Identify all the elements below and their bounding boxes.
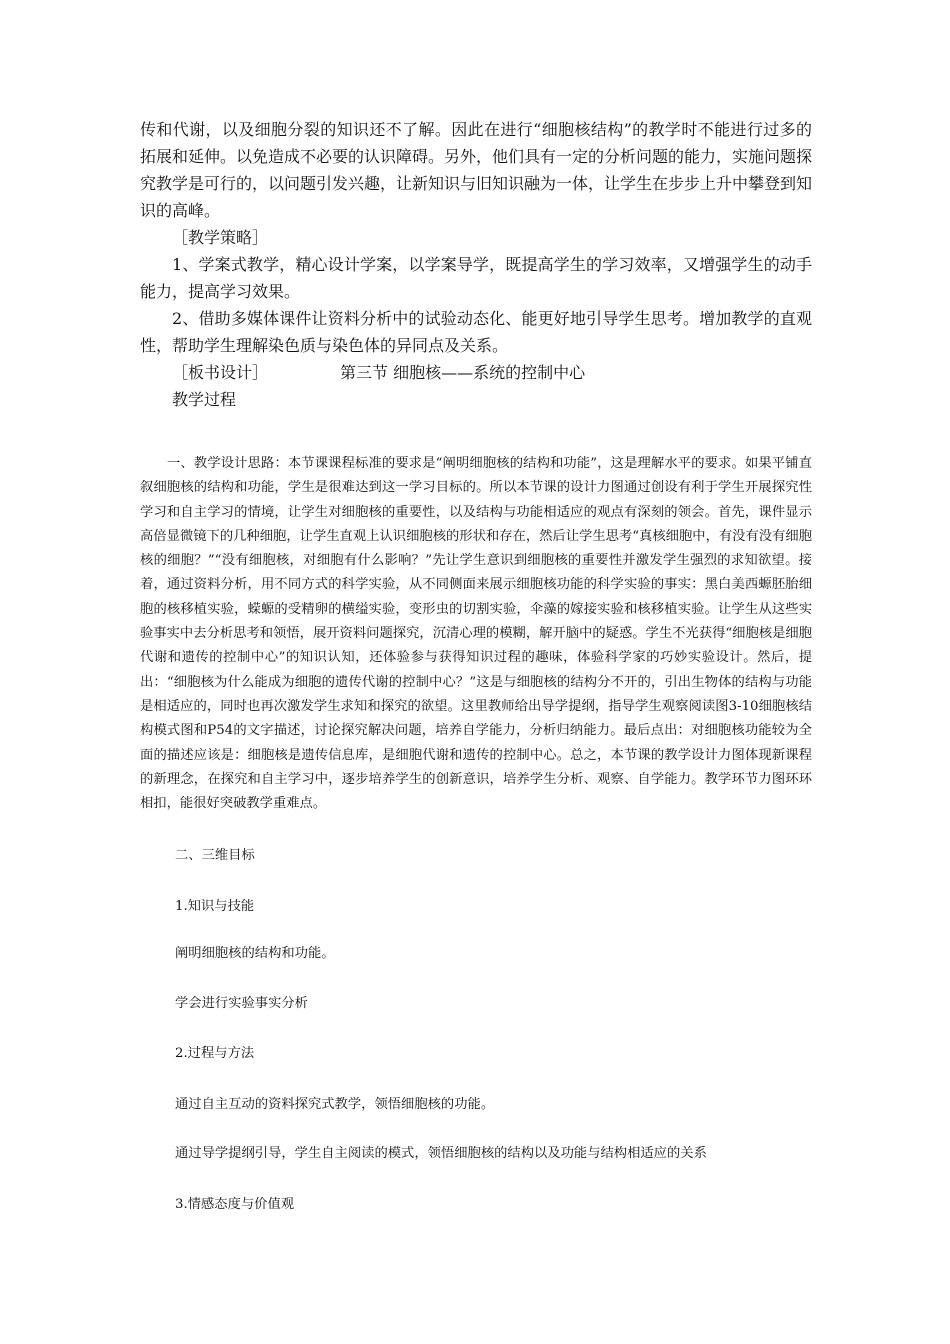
goal-knowledge-item-2: 学会进行实验事实分析 <box>175 996 308 1012</box>
goal-knowledge-heading: 1.知识与技能 <box>175 899 255 915</box>
teaching-analysis-section <box>140 116 812 413</box>
design-idea-paragraph: 一、教学设计思路：本节课课程标准的要求是“阐明细胞核的结构和功能”，这是理解水平的要求。如果平铺直叙细胞核的结构和功能，学生是很难达到这一学习目标的。所以本节课的设计力图通过创设有利于学生开展探究性学习和自主学习的情境，让学生对细胞核的重要性，以及结构与功能相适应的观点有深刻的领会。首先，课件显示高倍显微镜下的几种细胞，让学生直观上认识细胞核的形状和存在，然后让学生思考“真核细胞中，有没有没有细胞核的细胞？”“没有细胞核，对细胞有什么影响？”先让学生意识到细胞核的重要性并激发学生强烈的求知欲望。接着，通过资料分析，用不同方式的科学实验，从不同侧面来展示细胞核功能的科学实验的事实：黑白美西螈胚胎细胞的核移植实验，蝾螈的受精卵的横缢实验，变形虫的切割实验，伞藻的嫁接实验和核移植实验。让学生从这些实验事实中去分析思考和领悟，展开资料问题探究，沉清心理的模糊，解开脑中的疑惑。学生不光获得“细胞核是细胞代谢和遗传的控制中心”的知识认知，还体验参与获得知识过程的趣味，体验科学家的巧妙实验设计。然后，提出：“细胞核为什么能成为细胞的遗传代谢的控制中心？”这是与细胞核的结构分不开的，引出生物体的结构与功能是相适应的，同时也再次激发学生求知和探究的欲望。这里教师给出导学提纲，指导学生观察阅读图3-10细胞核结构模式图和P54的文字描述，讨论探究解决问题，培养自学能力，分析归纳能力。最后点出：对细胞核功能较为全面的描述应该是：细胞核是遗传信息库，是细胞代谢和遗传的控制中心。总之，本节课的教学设计力图体现新课程的新理念，在探究和自主学习中，逐步培养学生的创新意识，培养学生分析、观察、自学能力。教学环节力图环环相扣，能很好突破教学重难点。 <box>140 456 812 812</box>
spacer <box>140 1016 812 1042</box>
spacer <box>140 1066 812 1093</box>
goal-emotion-heading: 3.情感态度与价值观 <box>175 1197 295 1213</box>
goal-process-item-2: 通过导学提纲引导，学生自主阅读的模式，领悟细胞核的结构以及功能与结构相适应的关系 <box>175 1146 707 1162</box>
board-design-title: 第三节 细胞核——系统的控制中心 <box>340 363 586 382</box>
spacer <box>140 816 812 844</box>
spacer <box>140 1166 812 1193</box>
board-design-row <box>140 359 812 386</box>
spacer <box>140 966 812 992</box>
three-dimension-goals-heading: 二、三维目标 <box>175 848 255 864</box>
teaching-design-section <box>140 452 812 1217</box>
spacer <box>140 919 812 942</box>
goal-process-heading: 2.过程与方法 <box>175 1046 255 1062</box>
student-analysis-paragraph: 传和代谢，以及细胞分裂的知识还不了解。因此在进行“细胞核结构”的教学时不能进行过多的拓展和延伸。以免造成不必要的认识障碍。另外，他们具有一定的分析问题的能力，实施问题探究教学是可行的，以问题引发兴趣，让新知识与旧知识融为一体，让学生在步步上升中攀登到知识的高峰。 <box>140 120 813 220</box>
teaching-process-heading: 教学过程 <box>172 390 237 409</box>
strategy-item-2: 2、借助多媒体课件让资料分析中的试验动态化、能更好地引导学生思考。增加教学的直观性，帮助学生理解染色质与染色体的异同点及关系。 <box>140 309 812 355</box>
strategy-item-1: 1、学案式教学，精心设计学案，以学案导学，既提高学生的学习效率，又增强学生的动手能力，提高学习效果。 <box>140 255 812 301</box>
strategy-heading: ［教学策略］ <box>172 228 269 247</box>
goal-process-item-1: 通过自主互动的资料探究式教学，领悟细胞核的功能。 <box>175 1097 495 1113</box>
goal-knowledge-item-1: 阐明细胞核的结构和功能。 <box>175 946 335 962</box>
spacer <box>140 1117 812 1142</box>
board-design-label: ［板书设计］ <box>172 363 269 382</box>
spacer <box>140 868 812 895</box>
